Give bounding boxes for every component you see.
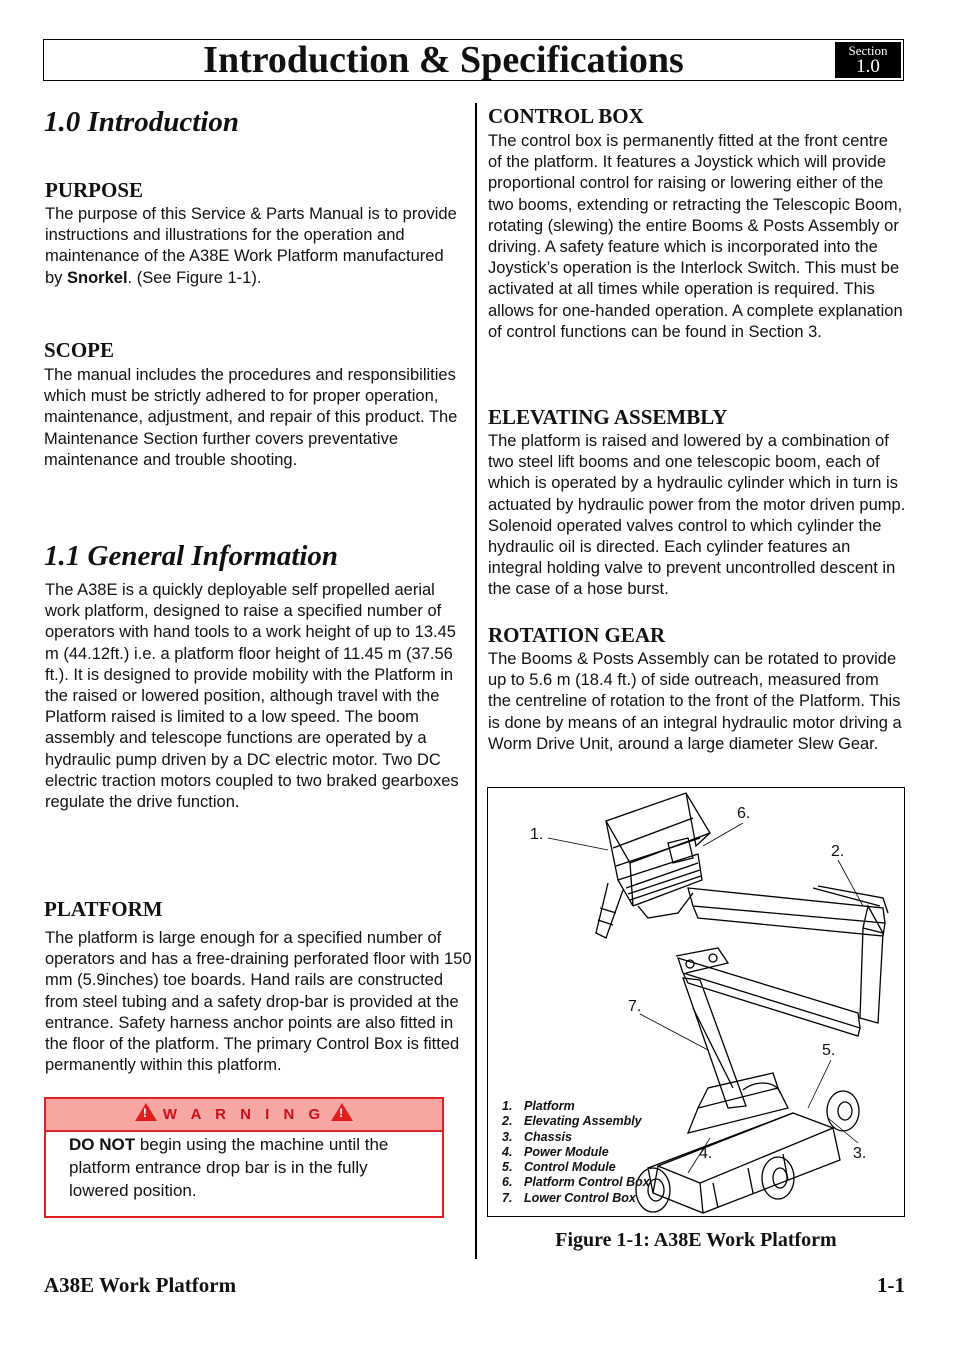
figure-callout: 3. — [853, 1145, 867, 1162]
legend-item: 4. Power Module — [502, 1144, 609, 1159]
figure-callout: 6. — [737, 805, 751, 822]
figure-legend — [502, 1099, 650, 1206]
rotation-title: ROTATION GEAR — [488, 623, 666, 647]
warning-box — [44, 1097, 444, 1218]
column-divider — [475, 103, 477, 1259]
figure-callout: 5. — [822, 1042, 836, 1059]
legend-item: 2. Elevating Assembly — [502, 1114, 642, 1129]
footer-title: A38E Work Platform — [44, 1273, 237, 1297]
general-text: The A38E is a quickly deployable self propelled aerial work platform, designed to raise a specified number of operators with hand tools to a work height of up to 13.45 m (44.12ft.) i.e. a platform floor height of 11.45 m (37.56 ft.). It is designed to provide mobility with the Platform in the raised or lowered position, although travel with the Platform raised is limited to a low speed. The boom assembly and telescope functions are operated by a hydraulic pump driven by a DC electric motor. Two DC electric traction motors coupled to two braked gearboxes regulate the drive function. — [45, 581, 459, 812]
page-number: 1-1 — [877, 1273, 905, 1297]
legend-item: 7. Lower Control Box — [502, 1190, 636, 1205]
brand-name: Snorkel — [67, 268, 128, 287]
warning-label: W A R N I N G — [162, 1106, 326, 1123]
scope-title: SCOPE — [44, 338, 115, 362]
platform-title: PLATFORM — [44, 897, 163, 921]
page-title: Introduction & Specifications — [203, 39, 684, 81]
platform-text: The platform is large enough for a specified number of operators and has a free-draining perforated floor with 150 mm (5.9inches) toe boards. Hand rails are constructed from steel tubing and a safety drop-bar is provided at the entrance. Safety harness anchor points are also fitted in the floor of the platform. The primary Control Box is fitted permanently within this platform. — [45, 929, 472, 1075]
figure-a38e — [487, 787, 905, 1217]
control-box-title: CONTROL BOX — [488, 104, 644, 128]
purpose-title: PURPOSE — [45, 178, 144, 202]
legend-item: 5. Control Module — [502, 1160, 616, 1175]
legend-item: 1. Platform — [502, 1099, 575, 1113]
figure-callout: 7. — [628, 998, 642, 1015]
warning-icon: ! — [135, 1103, 157, 1121]
figure-callout: 4. — [699, 1145, 713, 1162]
elevating-text: The platform is raised and lowered by a combination of two steel lift booms and one telescopic boom, each of which is operated by a hydraulic cylinder which in turn is actuated by hydraulic power from the motor driven pump. Solenoid operated valves control to which cylinder the hydraulic oil is directed. Each cylinder features an integral holding valve to prevent uncontrolled descent in the case of a hose burst. — [488, 432, 906, 599]
control-box-text: The control box is permanently fitted at the front centre of the platform. It features a Joystick which will provide proportional control for raising or lowering either of the two booms, extending or retracting the Telescopic Boom, rotating (slewing) the entire Booms & Posts Assembly or driving. A safety feature which is incorporated into the Joystick’s operation is the Interlock Switch. This must be activated at all times while operation is required. This allows for one-handed operation. A complete explanation of control functions can be found in Section 3. — [488, 132, 903, 341]
warning-text: DO NOT begin using the machine until the platform entrance drop bar is in the fully lowered position. — [69, 1135, 389, 1200]
elevating-title: ELEVATING ASSEMBLY — [488, 405, 728, 429]
scope-text: The manual includes the procedures and responsibilities which must be strictly adhered to for proper operation, maintenance, adjustment, and repair of this product. The Maintenance Section further covers preventative maintenance and trouble shooting. — [44, 366, 458, 469]
page-header — [43, 39, 904, 81]
figure-caption: Figure 1-1: A38E Work Platform — [555, 1229, 837, 1251]
legend-item: 6. Platform Control Box — [502, 1175, 650, 1190]
intro-heading: 1.0 Introduction — [44, 106, 239, 138]
general-heading: 1.1 General Information — [44, 540, 339, 572]
legend-item: 3. Chassis — [502, 1129, 572, 1144]
warning-header — [46, 1099, 442, 1132]
figure-callout: 2. — [831, 843, 845, 860]
section-label: Section — [848, 43, 888, 58]
warning-icon: ! — [331, 1103, 353, 1121]
purpose-text: The purpose of this Service & Parts Manual is to provide instructions and illustrations for the operation and maintenance of the A38E Work Platform manufactured by Snorkel. (See Figure 1-1). — [45, 205, 457, 287]
figure-callout: 1. — [530, 826, 544, 843]
section-badge — [835, 42, 901, 78]
rotation-text: The Booms & Posts Assembly can be rotated to provide up to 5.6 m (18.4 ft.) of side outreach, measured from the centreline of rotation to the front of the Platform. This is done by means of an integral hydraulic motor driving a Worm Drive Unit, around a large diameter Slew Gear. — [488, 650, 902, 753]
section-number: 1.0 — [856, 56, 880, 77]
